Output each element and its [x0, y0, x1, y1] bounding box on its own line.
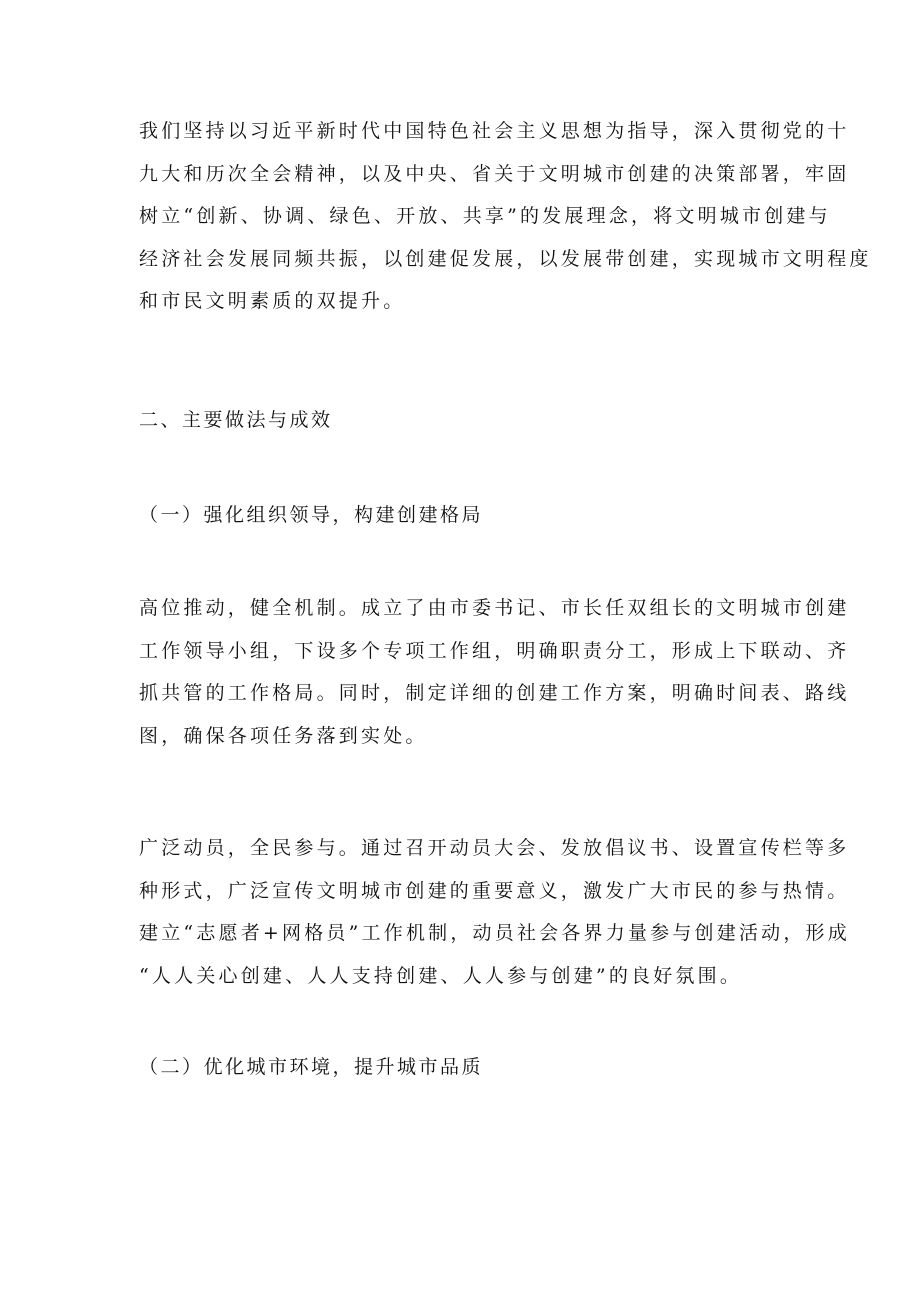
- intro-paragraph: [139, 110, 872, 323]
- paragraph-line: 九大和历次全会精神，以及中央、省关于文明城市创建的决策部署，牢固: [139, 162, 850, 185]
- paragraph-line: 工作领导小组，下设多个专项工作组，明确职责分工，形成上下联动、齐: [139, 639, 850, 662]
- paragraph-line: 高位推动，健全机制。成立了由市委书记、市长任双组长的文明城市创建: [139, 597, 850, 619]
- paragraph-line: 种形式，广泛宣传文明城市创建的重要意义，激发广大市民的参与热情。: [139, 879, 850, 902]
- paragraph-line: 广泛动员，全民参与。通过召开动员大会、发放倡议书、设置宣传栏等多: [139, 837, 850, 859]
- subsection-two-heading: （二）优化城市环境，提升城市品质: [139, 1056, 484, 1078]
- paragraph-line: 树立“创新、协调、绿色、开放、共享”的发展理念，将文明城市创建与: [139, 205, 831, 227]
- section-two-heading: 二、主要做法与成效: [139, 409, 333, 431]
- paragraph-line: “人人关心创建、人人支持创建、人人参与创建”的良好氛围。: [139, 964, 743, 987]
- paragraph-line: 经济社会发展同频共振，以创建促发展，以发展带创建，实现城市文明程度: [139, 247, 872, 270]
- paragraph-line: 抓共管的工作格局。同时，制定详细的创建工作方案，明确时间表、路线: [139, 682, 850, 704]
- paragraph-line: 建立“志愿者+网格员”工作机制，动员社会各界力量参与创建活动，形成: [139, 922, 850, 944]
- subsection-one-heading: （一）强化组织领导，构建创建格局: [139, 504, 484, 526]
- paragraph-line: 图，确保各项任务落到实处。: [139, 724, 428, 747]
- paragraph-line: 和市民文明素质的双提升。: [139, 290, 406, 312]
- leadership-paragraph: [139, 587, 850, 757]
- paragraph-line: 我们坚持以习近平新时代中国特色社会主义思想为指导，深入贯彻党的十: [139, 120, 850, 142]
- mobilization-paragraph: [139, 827, 850, 997]
